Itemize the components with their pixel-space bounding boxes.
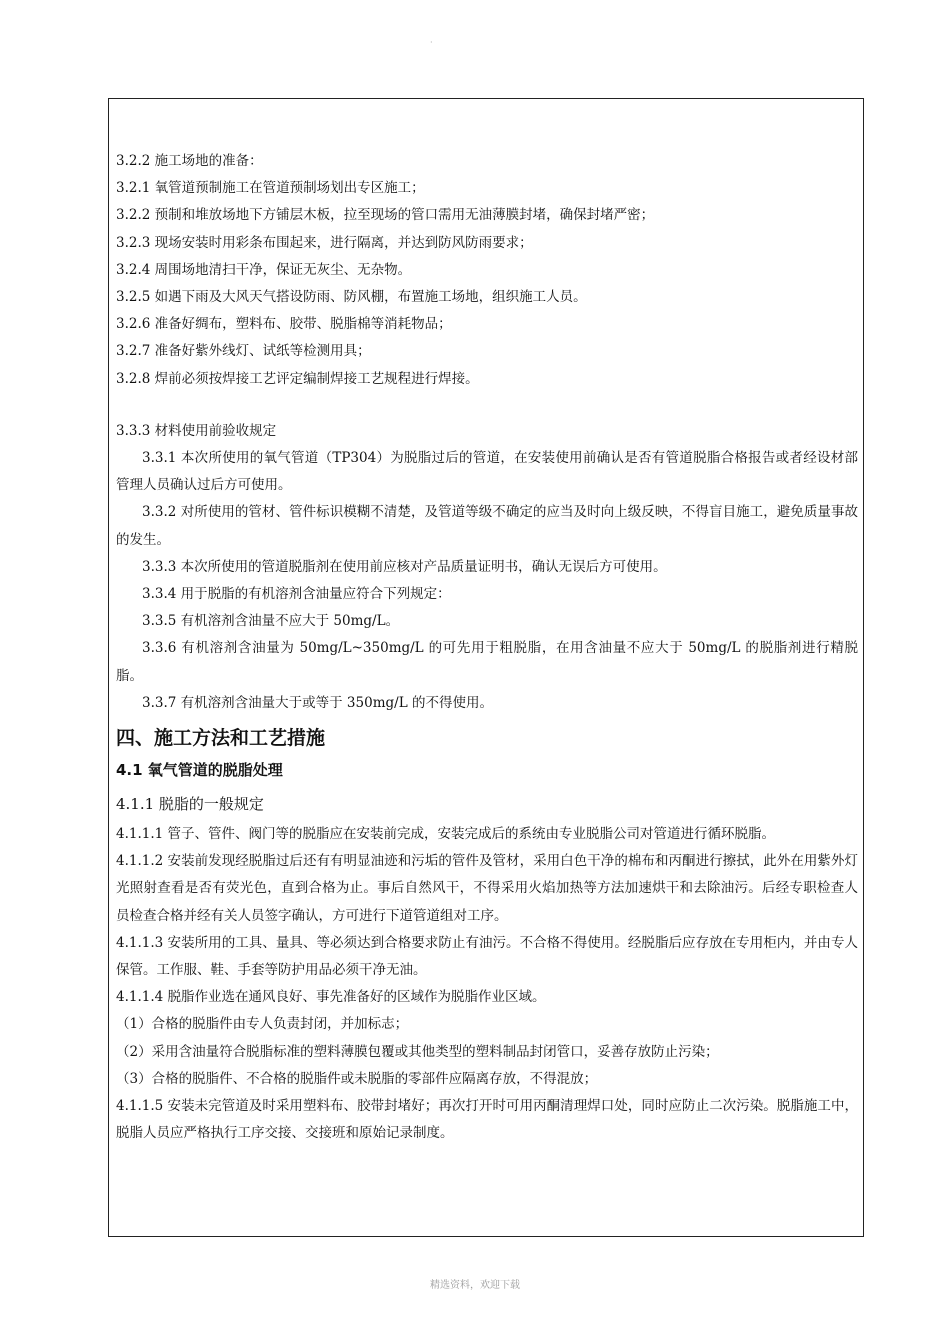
page-footer: 精选资料，欢迎下载 <box>430 1280 520 1291</box>
list-item: 3.2.2 预制和堆放场地下方铺层木板，拉至现场的管口需用无油薄膜封堵，确保封堵严密； <box>116 207 655 224</box>
section-41-title: 4.1 氧气管道的脱脂处理 <box>116 761 283 780</box>
section-411-title: 4.1.1 脱脂的一般规定 <box>116 795 264 814</box>
paragraph-333: 3.3.3 本次所使用的管道脱脂剂在使用前应核对产品质量证明书，确认无误后方可使用。 <box>142 558 667 575</box>
list-item: 3.2.4 周围场地清扫干净，保证无灰尘、无杂物。 <box>116 261 412 278</box>
header-mark: · <box>430 38 433 47</box>
paragraph-4111: 4.1.1.1 管子、管件、阀门等的脱脂应在安装前完成，安装完成后的系统由专业脱脂公司对管道进行循环脱脂。 <box>116 826 776 843</box>
paragraph-4115: 4.1.1.5 安装未完管道及时采用塑料布、胶带封堵好；再次打开时可用丙酮清理焊口处，同时应防止二次污染。脱脂施工中，脱脂人员应严格执行工序交接、交接班和原始记录制度。 <box>116 1098 858 1142</box>
paragraph-4113: 4.1.1.3 安装所用的工具、量具、等必须达到合格要求防止有油污。不合格不得使用。经脱脂后应存放在专用柜内，并由专人保管。工作服、鞋、手套等防护用品必须干净无油。 <box>116 934 858 979</box>
list-item: 3.2.7 准备好紫外线灯、试纸等检测用具； <box>116 343 371 360</box>
paragraph-331: 3.3.1 本次所使用的氧气管道（TP304）为脱脂过后的管道，在安装使用前确认是否有管道脱脂合格报告或者经设材部管理人员确认过后方可使用。 <box>116 450 858 494</box>
spacer <box>116 393 858 418</box>
list-item: 3.2.1 氧管道预制施工在管道预制场划出专区施工； <box>116 180 425 197</box>
paragraph-332: 3.3.2 对所使用的管材、管件标识模糊不清楚，及管道等级不确定的应当及时向上级反映，不得盲目施工，避免质量事故的发生。 <box>116 504 858 548</box>
list-item: （3）合格的脱脂件、不合格的脱脂件或未脱脂的零部件应隔离存放，不得混放； <box>116 1070 598 1087</box>
section-333-heading: 3.3.3 材料使用前验收规定 <box>116 422 277 439</box>
document-content <box>116 148 858 1148</box>
list-item: 3.2.3 现场安装时用彩条布围起来，进行隔离，并达到防风防雨要求； <box>116 234 533 251</box>
paragraph-337: 3.3.7 有机溶剂含油量大于或等于 350mg/L 的不得使用。 <box>142 694 493 711</box>
paragraph-336: 3.3.6 有机溶剂含油量为 50mg/L~350mg/L 的可先用于粗脱脂，在用含油量不应大于 50mg/L 的脱脂剂进行精脱脂。 <box>116 640 858 684</box>
paragraph-335: 3.3.5 有机溶剂含油量不应大于 50mg/L。 <box>142 613 400 630</box>
paragraph-334: 3.3.4 用于脱脂的有机溶剂含油量应符合下列规定： <box>142 586 451 603</box>
list-item: （1）合格的脱脂件由专人负责封闭，并加标志； <box>116 1016 409 1033</box>
paragraph-4112: 4.1.1.2 安装前发现经脱脂过后还有有明显油迹和污垢的管件及管材，采用白色干净的棉布和丙酮进行擦拭，此外在用紫外灯光照射查看是否有荧光色，直到合格为止。事后自然风干，不得采用火焰加热等方法加速烘干和去除油污。后经专职检查人员检查合格并经有关人员签字确认，方可进行下道管道组对工序。 <box>116 853 858 924</box>
list-item: 3.2.6 准备好绸布，塑料布、胶带、脱脂棉等消耗物品； <box>116 316 452 333</box>
list-item: 3.2.5 如遇下雨及大风天气搭设防雨、防风棚，布置施工场地，组织施工人员。 <box>116 289 587 306</box>
list-item: （2）采用含油量符合脱脂标准的塑料薄膜包覆或其他类型的塑料制品封闭管口，妥善存放防止污染； <box>116 1043 719 1060</box>
list-item: 3.2.8 焊前必须按焊接工艺评定编制焊接工艺规程进行焊接。 <box>116 370 479 387</box>
section-322-heading: 3.2.2 施工场地的准备： <box>116 153 263 169</box>
chapter-4-title: 四、施工方法和工艺措施 <box>116 727 326 750</box>
paragraph-4114: 4.1.1.4 脱脂作业选在通风良好、事先准备好的区域作为脱脂作业区域。 <box>116 989 546 1006</box>
